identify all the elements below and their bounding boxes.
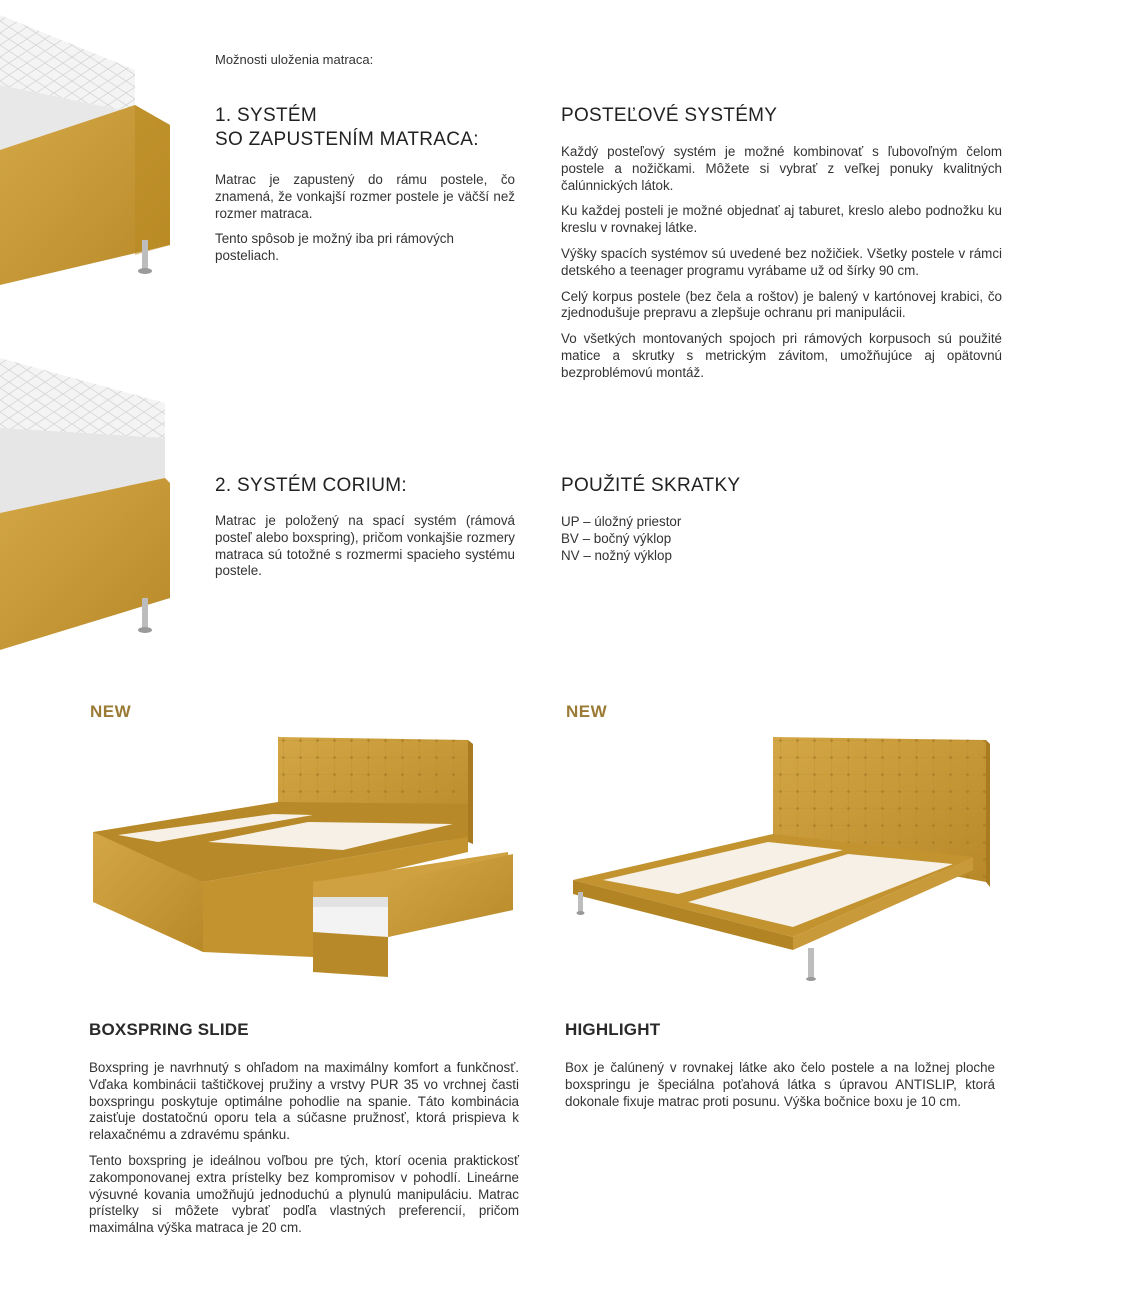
system2-paragraph: Matrac je položený na spací systém (rámová posteľ alebo boxspring), pričom vonkajšie rozmery matraca sú totožné s rozmermi spacieho systému postele. — [215, 513, 515, 579]
system1-title-line1: 1. SYSTÉM — [215, 105, 317, 126]
product-title: BOXSPRING SLIDE — [89, 1020, 249, 1039]
system2-title: 2. SYSTÉM CORIUM: — [215, 475, 407, 496]
system1-section — [215, 104, 515, 274]
bed-systems-paragraph: Celý korpus postele (bez čela a roštov) je balený v kartónovej krabici, čo zjednodušuje prepravu a zlepšuje ochranu pri manipulácii. — [561, 288, 1002, 321]
system1-title-line2: SO ZAPUSTENÍM MATRACA: — [215, 129, 479, 150]
product-paragraph: Tento boxspring je ideálnou voľbou pre tých, ktorí ocenia praktickosť zakomponovanej extra prístelky bez kompromisov v pohodlí. Lineárne výsuvné kovania umožňujú jednoduchú a plynulú manipuláciu. Matrac prístelky si môžete vybrať podľa vlastných preferencií, pričom maximálna výška matraca je 20 cm. — [89, 1152, 519, 1236]
highlight-section — [565, 1020, 995, 1119]
system1-paragraph: Tento spôsob je možný iba pri rámových posteliach. — [215, 231, 454, 264]
boxspring-slide-section — [89, 1020, 519, 1246]
mattress-recessed-illustration — [0, 15, 175, 290]
bed-systems-section — [561, 104, 1002, 391]
product-paragraph: Box je čalúnený v rovnakej látke ako čelo postele a na ložnej ploche boxspringu je špeciálna poťahová látka s úpravou ANTISLIP, ktorá dokonale fixuje matrac proti posunu. Výška bočnice boxu je 10 cm. — [565, 1060, 995, 1109]
new-badge: NEW — [566, 702, 608, 721]
abbreviation-item: BV – bočný výklop — [561, 531, 672, 546]
bed-systems-paragraph: Ku každej posteli je možné objednať aj taburet, kreslo alebo podnožku ku kreslu v rovnakej látke. — [561, 203, 1002, 236]
boxspring-slide-illustration — [88, 732, 528, 987]
mattress-corium-illustration — [0, 358, 175, 653]
product-paragraph: Boxspring je navrhnutý s ohľadom na maximálny komfort a funkčnosť. Vďaka kombinácii taštičkovej pružiny a vrstvy PUR 35 vo vrchnej časti boxspringu poskytuje optimálne pohodlie na spanie. Táto kombinácia zaisťuje dostatočnú oporu tela a súčasne pružnosť, ktorá prispieva k relaxačnému a zdravému spánku. — [89, 1060, 519, 1143]
abbreviations-title: POUŽITÉ SKRATKY — [561, 475, 741, 496]
storage-options-intro: Možnosti uloženia matraca: — [215, 52, 374, 67]
bed-systems-title: POSTEĽOVÉ SYSTÉMY — [561, 105, 778, 126]
system2-section — [215, 474, 515, 589]
product-title: HIGHLIGHT — [565, 1020, 661, 1039]
abbreviation-item: NV – nožný výklop — [561, 548, 672, 563]
abbreviations-section — [561, 474, 861, 564]
highlight-bed-illustration — [568, 732, 1008, 992]
bed-systems-paragraph: Vo všetkých montovaných spojoch pri rámových korpusoch sú použité matice a skrutky s metrickým závitom, umožňujúce aj opätovnú bezproblémovú montáž. — [561, 331, 1002, 380]
bed-systems-paragraph: Výšky spacích systémov sú uvedené bez nožičiek. Všetky postele v rámci detského a teenager programu vyrábame už od šírky 90 cm. — [561, 245, 1002, 278]
bed-systems-paragraph: Každý posteľový systém je možné kombinovať s ľubovoľným čelom postele a nožičkami. Môžete si vybrať z veľkej ponuky kvalitných čalúnnických látok. — [561, 144, 1002, 193]
abbreviation-item: UP – úložný priestor — [561, 514, 682, 529]
new-badge: NEW — [90, 702, 132, 721]
system1-paragraph: Matrac je zapustený do rámu postele, čo znamená, že vonkajší rozmer postele je väčší než rozmer matraca. — [215, 172, 515, 221]
